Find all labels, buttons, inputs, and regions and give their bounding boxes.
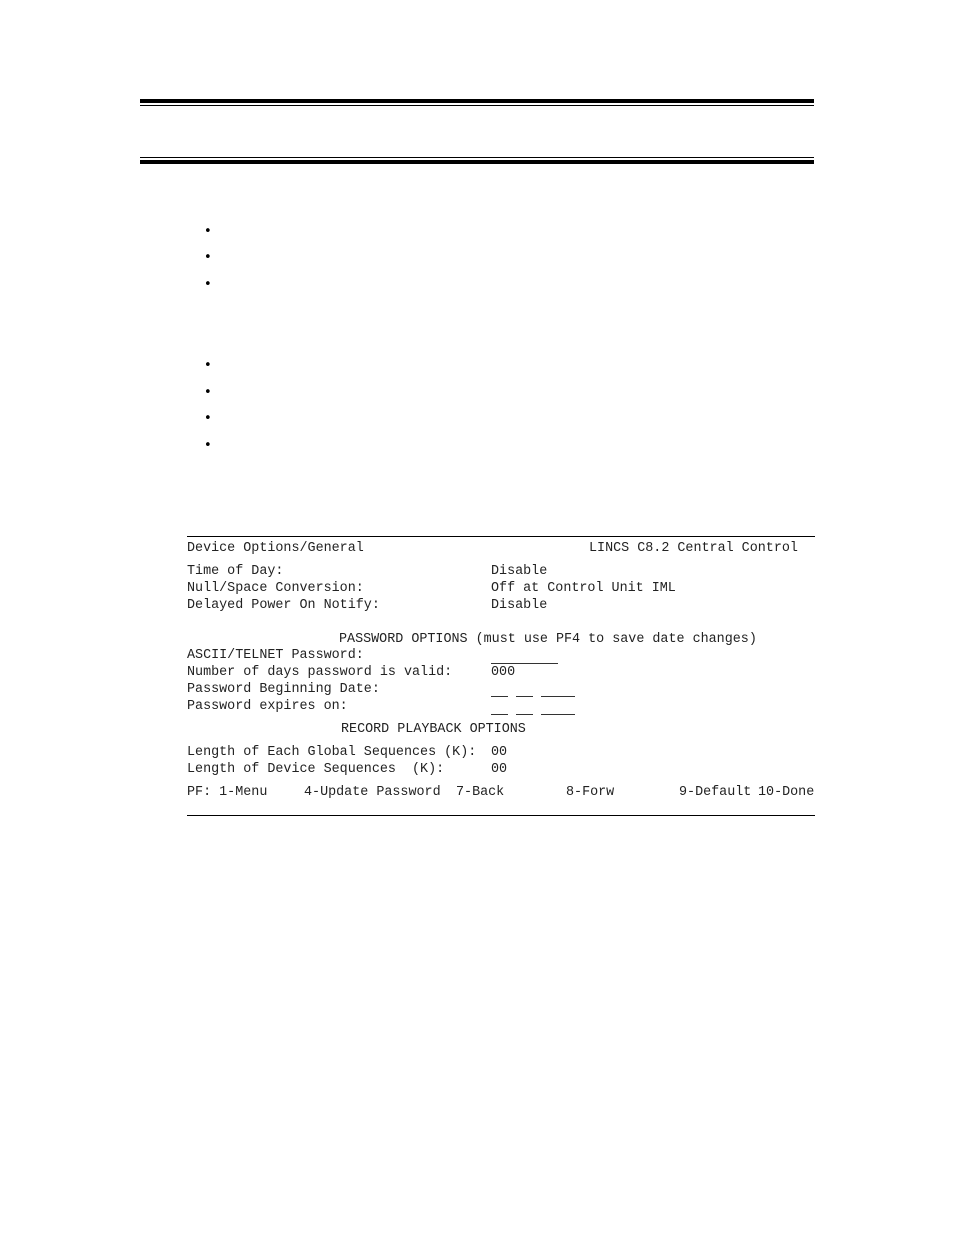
field-label-device-sequences: Length of Device Sequences (K):: [187, 762, 445, 777]
header-rule-bottom: [140, 157, 814, 164]
beginning-date-year-input[interactable]: [541, 696, 575, 697]
pf-key-menu[interactable]: PF: 1-Menu: [187, 785, 268, 800]
pf-key-done[interactable]: 10-Done: [758, 785, 815, 800]
header-rule-top: [140, 99, 814, 106]
record-playback-header: RECORD PLAYBACK OPTIONS: [341, 722, 526, 737]
pf-key-update-password[interactable]: 4-Update Password: [304, 785, 441, 800]
bullet: •: [204, 411, 212, 426]
bullet: •: [204, 358, 212, 373]
expires-on-year-input[interactable]: [541, 714, 575, 715]
field-value-days-valid[interactable]: 000: [491, 665, 516, 680]
field-label-beginning-date: Password Beginning Date:: [187, 682, 380, 697]
beginning-date-day-input[interactable]: [516, 696, 533, 697]
field-value-device-sequences[interactable]: 00: [491, 762, 508, 777]
field-label-delayed-power: Delayed Power On Notify:: [187, 598, 380, 613]
pf-key-default[interactable]: 9-Default: [679, 785, 752, 800]
screen-title: Device Options/General: [187, 541, 364, 556]
field-label-expires-on: Password expires on:: [187, 699, 348, 714]
field-value-global-sequences[interactable]: 00: [491, 745, 508, 760]
bullet: •: [204, 385, 212, 400]
terminal-screen-figure: [187, 536, 815, 816]
pf-key-back[interactable]: 7-Back: [456, 785, 505, 800]
field-label-global-sequences: Length of Each Global Sequences (K):: [187, 745, 477, 760]
screen-product-title: LINCS C8.2 Central Control: [589, 541, 798, 556]
field-label-time-of-day: Time of Day:: [187, 564, 284, 579]
bullet: •: [204, 438, 212, 453]
password-options-header: PASSWORD OPTIONS (must use PF4 to save date changes): [339, 632, 757, 647]
expires-on-month-input[interactable]: [491, 714, 508, 715]
expires-on-day-input[interactable]: [516, 714, 533, 715]
bullet: •: [204, 277, 212, 292]
field-label-days-valid: Number of days password is valid:: [187, 665, 453, 680]
beginning-date-month-input[interactable]: [491, 696, 508, 697]
field-value-null-space[interactable]: Off at Control Unit IML: [491, 581, 676, 596]
bullet: •: [204, 250, 212, 265]
ascii-password-input[interactable]: [491, 663, 558, 664]
field-label-ascii-password: ASCII/TELNET Password:: [187, 648, 364, 663]
field-label-null-space: Null/Space Conversion:: [187, 581, 364, 596]
pf-key-forward[interactable]: 8-Forw: [566, 785, 615, 800]
bullet: •: [204, 224, 212, 239]
field-value-time-of-day[interactable]: Disable: [491, 564, 548, 579]
field-value-delayed-power[interactable]: Disable: [491, 598, 548, 613]
